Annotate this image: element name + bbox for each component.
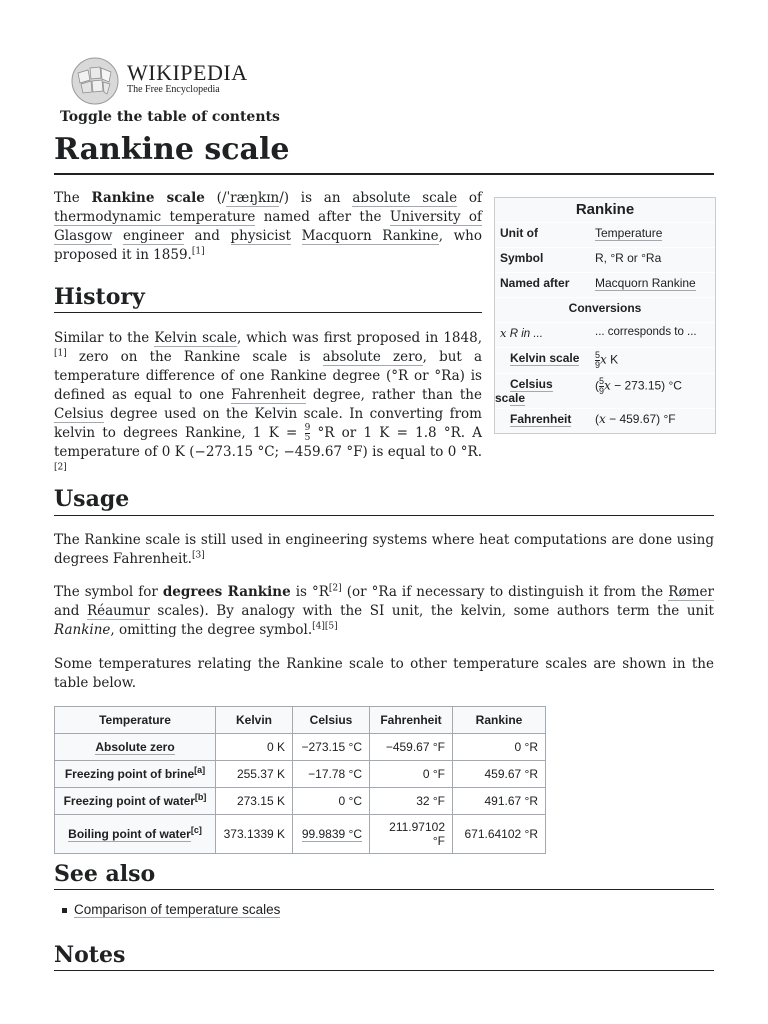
table-cell: 255.37 K <box>216 761 293 788</box>
link-celsius[interactable]: Celsius <box>54 406 104 422</box>
link-engineer[interactable]: engineer <box>123 228 184 244</box>
table-row <box>55 788 546 815</box>
infobox-celsius-formula: ( $\frac{5}{9}$ x − 273.15) °C <box>590 374 715 409</box>
infobox-named-after-label: Named after <box>495 273 590 298</box>
ref-2b[interactable]: [2] <box>328 583 342 594</box>
table-cell: 491.67 °R <box>453 788 546 815</box>
col-header-rankine: Rankine <box>453 707 546 734</box>
see-also-list <box>62 902 280 917</box>
link-university-of-glasgow[interactable]: University of Glasgow <box>54 209 482 244</box>
wikipedia-wordmark[interactable]: WIKIPEDIA <box>127 60 248 85</box>
infobox-conv-col1: x R in ... <box>495 323 590 348</box>
table-cell: 459.67 °R <box>453 761 546 788</box>
fraction-9-5: $\frac{9}{5}$ <box>304 423 311 443</box>
infobox-conversions-heading: Conversions <box>495 298 715 323</box>
infobox-title: Rankine <box>575 201 635 218</box>
temperature-comparison-table <box>54 706 546 854</box>
wikipedia-globe-logo[interactable] <box>70 56 120 106</box>
table-cell: 0 °C <box>293 788 370 815</box>
ref-2[interactable]: [2] <box>54 462 67 473</box>
infobox-unit-label: Unit of <box>495 223 590 248</box>
infobox-temperature-link[interactable]: Temperature <box>595 226 663 240</box>
table-cell: 0 °R <box>453 734 546 761</box>
link-boiling-celsius[interactable]: 99.9839 °C <box>301 827 362 841</box>
usage-paragraph-2: The symbol for degrees Rankine is °R[2] (or °Ra if necessary to distinguish it from the Rømer and Réaumur scales). By analogy with the SI unit, the kelvin, some authors term the unit Rankine, omitting the degree symbol.[4][5] <box>54 583 714 638</box>
note-c[interactable]: [c] <box>190 825 202 835</box>
infobox-macquorn-rankine-link[interactable]: Macquorn Rankine <box>595 276 696 290</box>
table-cell: 0 °F <box>370 761 453 788</box>
col-header-fahrenheit: Fahrenheit <box>370 707 453 734</box>
infobox <box>494 197 716 434</box>
link-physicist[interactable]: physicist <box>230 228 291 244</box>
see-also-divider <box>54 889 714 890</box>
table-cell: 273.15 K <box>216 788 293 815</box>
page-title: Rankine scale <box>54 132 290 167</box>
table-cell: 32 °F <box>370 788 453 815</box>
notes-heading: Notes <box>54 942 126 968</box>
table-row <box>55 734 546 761</box>
ref-4[interactable]: [4] <box>312 621 325 632</box>
table-cell: −17.78 °C <box>293 761 370 788</box>
row-label-freezing-water: Freezing point of water <box>63 794 195 808</box>
table-cell: 671.64102 °R <box>453 815 546 854</box>
usage-heading: Usage <box>54 486 130 512</box>
intro-paragraph: The Rankine scale (/ˈræŋkɪn/) is an absolute scale of thermodynamic temperature named after the University of Glasgow engineer and physicist Macquorn Rankine, who proposed it in 1859.[1] <box>54 190 482 263</box>
wikipedia-tagline: The Free Encyclopedia <box>127 84 220 95</box>
ipa-link[interactable]: ˈræŋkɪn <box>226 190 280 206</box>
row-label-freezing-brine: Freezing point of brine <box>64 767 195 781</box>
ref-3[interactable]: [3] <box>191 550 205 561</box>
infobox-symbol-label: Symbol <box>495 248 590 273</box>
col-header-temperature: Temperature <box>55 707 216 734</box>
link-macquorn-rankine[interactable]: Macquorn Rankine <box>301 228 439 244</box>
infobox-fahrenheit-formula: (x − 459.67) °F <box>590 409 715 434</box>
infobox-kelvin-formula: $\frac{5}{9}$ x K <box>590 348 715 374</box>
infobox-symbol-value: R, °R or °Ra <box>590 248 715 273</box>
link-comparison-of-temperature-scales[interactable]: Comparison of temperature scales <box>74 902 281 917</box>
link-boiling-point-of-water[interactable]: Boiling point of water <box>68 827 191 841</box>
ref-5[interactable]: [5] <box>324 621 338 632</box>
link-reaumur[interactable]: Réaumur <box>86 603 150 619</box>
notes-divider <box>54 970 714 971</box>
link-absolute-scale[interactable]: absolute scale <box>352 190 458 206</box>
usage-paragraph-1: The Rankine scale is still used in engineering systems where heat computations are done using degrees Fahrenheit.[3] <box>54 532 714 567</box>
ref-1[interactable]: [1] <box>191 246 205 257</box>
table-cell: 211.97102 °F <box>370 815 453 854</box>
col-header-kelvin: Kelvin <box>216 707 293 734</box>
history-divider <box>54 312 482 313</box>
toggle-toc-button[interactable]: Toggle the table of contents <box>60 109 280 125</box>
infobox-kelvin-scale-link[interactable]: Kelvin scale <box>510 351 580 365</box>
table-cell: −273.15 °C <box>293 734 370 761</box>
table-cell: −459.67 °F <box>370 734 453 761</box>
see-also-heading: See also <box>54 861 156 887</box>
history-paragraph: Similar to the Kelvin scale, which was first proposed in 1848,[1] zero on the Rankine scale is absolute zero, but a temperature difference of one Rankine degree (°R or °Ra) is defined as equal to one Fahrenheit degree, rather than the Celsius degree used on the Kelvin scale. In converting from kelvin to degrees Rankine, 1 K = $\frac{9}{5}$ °R or 1 K = 1.8 °R. A temperature of 0 K (−273.15 °C; −459.67 °F) is equal to 0 °R.[2] <box>54 330 482 473</box>
table-cell: 0 K <box>216 734 293 761</box>
link-absolute-zero[interactable]: absolute zero <box>322 349 423 365</box>
note-b[interactable]: [b] <box>194 792 207 802</box>
infobox-celsius-scale-link[interactable]: Celsius scale <box>495 377 553 405</box>
col-header-celsius: Celsius <box>293 707 370 734</box>
infobox-conv-col2: ... corresponds to ... <box>590 323 715 348</box>
link-fahrenheit[interactable]: Fahrenheit <box>231 387 306 403</box>
link-thermodynamic-temperature[interactable]: thermodynamic temperature <box>54 209 256 225</box>
ref-1b[interactable]: [1] <box>54 348 67 359</box>
link-romer[interactable]: Rømer <box>668 584 714 600</box>
bullet-icon <box>62 908 67 913</box>
table-row <box>55 761 546 788</box>
table-row <box>55 815 546 854</box>
table-cell: 373.1339 K <box>216 815 293 854</box>
link-absolute-zero-row[interactable]: Absolute zero <box>95 740 175 754</box>
infobox-fahrenheit-link[interactable]: Fahrenheit <box>510 412 572 426</box>
history-heading: History <box>54 284 145 310</box>
title-divider <box>54 173 714 175</box>
note-a[interactable]: [a] <box>194 765 206 775</box>
usage-divider <box>54 515 714 516</box>
bold-rankine-scale: Rankine scale <box>91 190 205 206</box>
usage-paragraph-3: Some temperatures relating the Rankine scale to other temperature scales are shown in the table below. <box>54 656 714 691</box>
table-header-row <box>55 707 546 734</box>
link-kelvin-scale[interactable]: Kelvin scale <box>154 330 237 346</box>
